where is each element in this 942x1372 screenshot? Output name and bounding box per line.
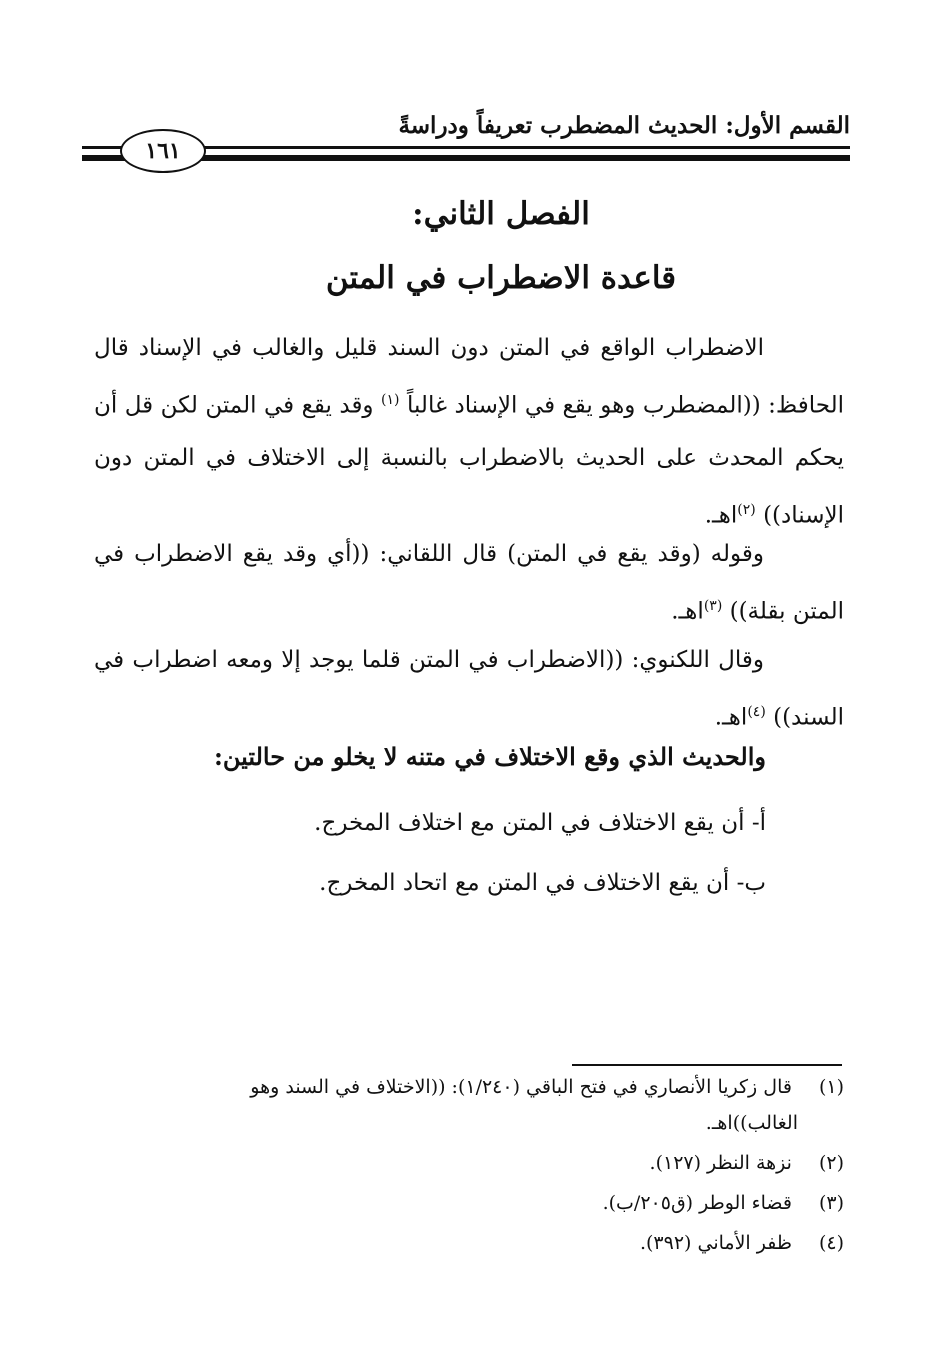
paragraph-2-tail: اهـ. — [671, 598, 704, 625]
footnote-ref-2[interactable]: (٢) — [737, 501, 756, 518]
header-rule-left-bottom — [82, 155, 126, 161]
footnote-4-number: (٤) — [818, 1232, 844, 1254]
footnote-2-text: نزهة النظر (١٢٧). — [649, 1152, 792, 1174]
paragraph-1-tail: اهـ. — [704, 502, 738, 529]
header-rule-bottom — [180, 155, 850, 161]
paragraph-2-text: وقوله (وقد يقع في المتن) قال اللقاني: ((أي وقد يقع الاضطراب في المتن بقلة)) — [94, 541, 844, 625]
header-rule-top — [180, 146, 850, 149]
paragraph-1-text-cont: وقد يقع في المتن لكن قل أن يحكم المحدث على الحديث بالاضطراب بالنسبة إلى الاختلاف في المتن دون الإسناد)) — [94, 392, 844, 529]
paragraph-3 — [94, 634, 844, 744]
footnote-3 — [94, 1186, 844, 1220]
running-header-title: القسم الأول: الحديث المضطرب تعريفاً ودراسةً — [398, 112, 850, 139]
footnote-3-text: قضاء الوطر (ق٢٠٥/ب). — [602, 1192, 792, 1214]
footnote-2 — [94, 1146, 844, 1180]
case-item-a: أ- أن يقع الاختلاف في المتن مع اختلاف المخرج. — [314, 810, 766, 836]
footnote-1-number: (١) — [818, 1076, 844, 1098]
footnote-ref-1[interactable]: (١) — [381, 392, 400, 408]
footnote-1-text: قال زكريا الأنصاري في فتح الباقي (١/٢٤٠): ((الاختلاف في السند وهو — [250, 1076, 792, 1098]
chapter-title: قاعدة الاضطراب في المتن — [325, 260, 677, 296]
page-number — [120, 129, 206, 173]
paragraph-1-text: الاضطراب الواقع في المتن دون السند قليل والغالب في الإسناد قال الحافظ: ((المضطرب وهو يقع في الإسناد غالباً — [94, 335, 845, 419]
footnote-1 — [94, 1070, 844, 1104]
footnote-2-number: (٢) — [818, 1152, 844, 1174]
chapter-label: الفصل الثاني: — [412, 196, 590, 232]
case-item-b: ب- أن يقع الاختلاف في المتن مع اتحاد المخرج. — [319, 870, 766, 896]
paragraph-2 — [94, 528, 844, 638]
cases-heading: والحديث الذي وقع الاختلاف في متنه لا يخلو من حالتين: — [213, 742, 766, 771]
footnote-ref-3[interactable]: (٣) — [703, 598, 723, 614]
footnote-4-text: ظفر الأماني (٣٩٢). — [639, 1232, 792, 1254]
paragraph-1 — [94, 322, 844, 541]
page-number-text: ١٦١ — [145, 138, 181, 164]
paragraph-3-text: وقال اللكنوي: ((الاضطراب في المتن قلما يوجد إلا ومعه اضطراب في السند)) — [94, 647, 844, 731]
footnote-ref-4[interactable]: (٤) — [747, 704, 766, 720]
footnote-1-continuation: الغالب))اهـ. — [705, 1112, 798, 1134]
footnote-3-number: (٣) — [818, 1192, 844, 1214]
footnote-separator — [572, 1064, 842, 1066]
paragraph-3-tail: اهـ. — [714, 704, 748, 731]
footnote-4 — [94, 1226, 844, 1260]
